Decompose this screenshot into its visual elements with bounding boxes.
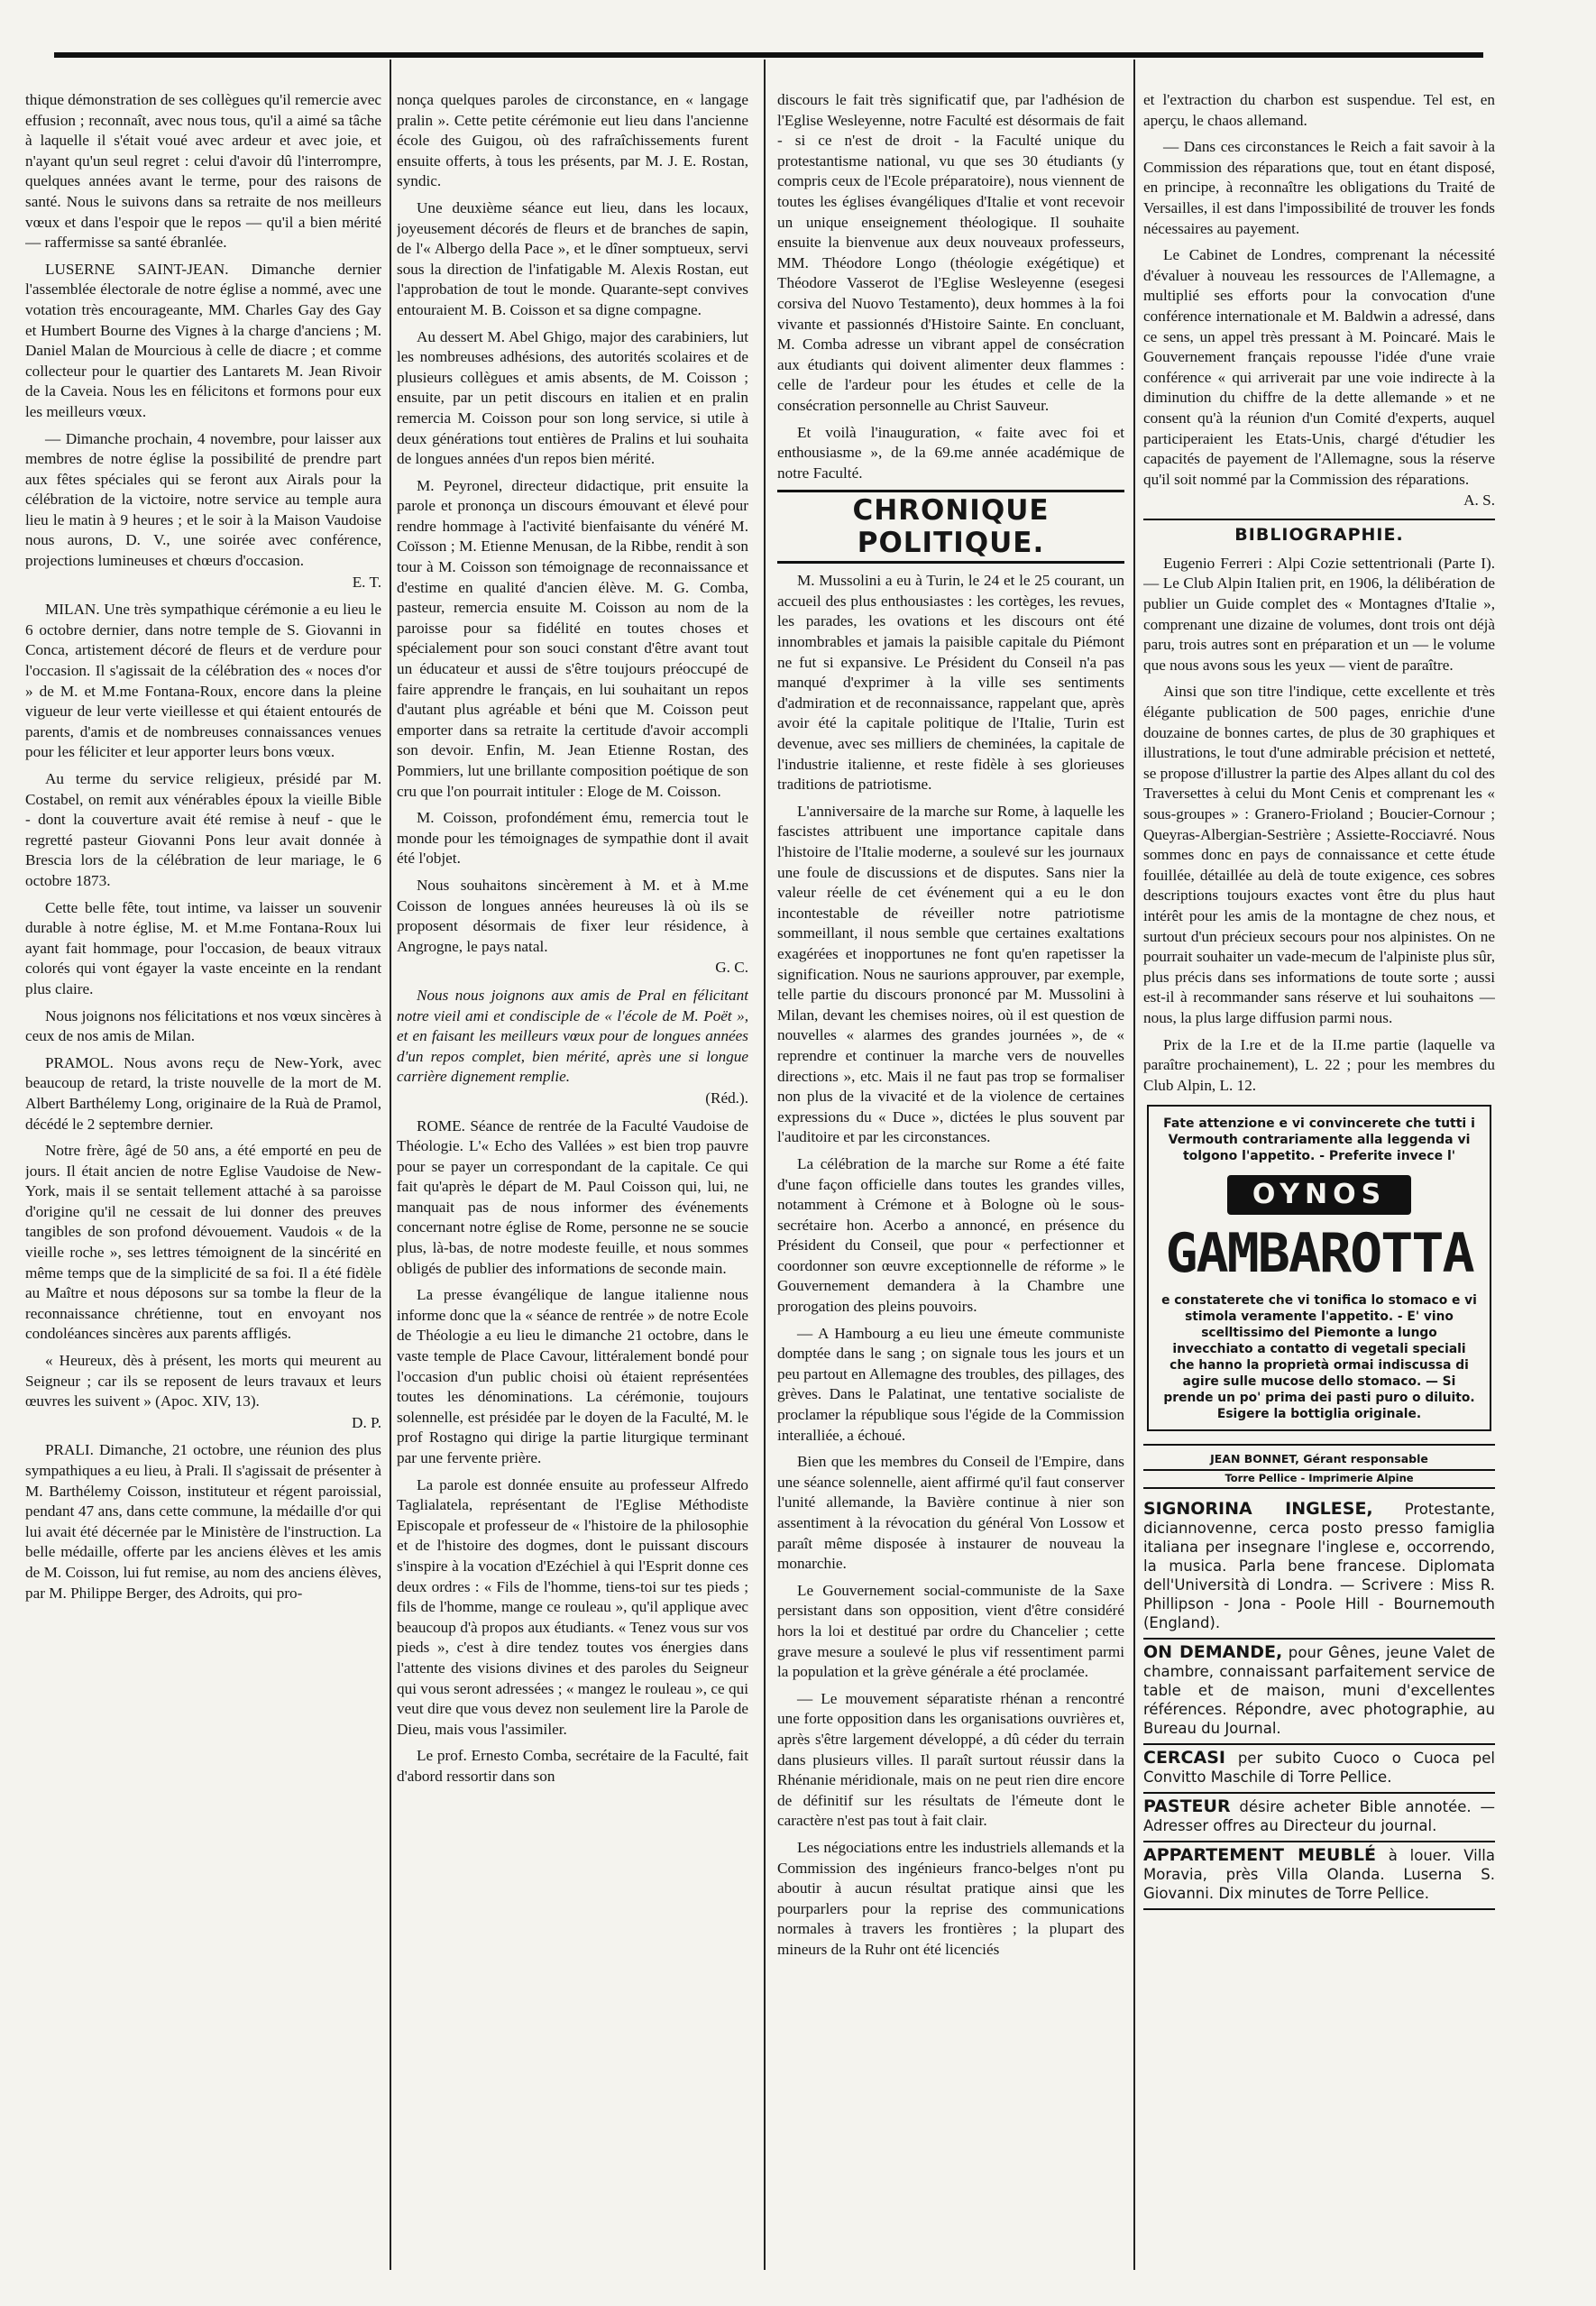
classified-head: ON DEMANDE, <box>1143 1642 1283 1663</box>
classified-head: APPARTEMENT MEUBLÉ <box>1143 1845 1376 1866</box>
top-rule <box>54 52 1483 58</box>
paragraph: — A Hambourg a eu lieu une émeute communiste domptée dans le sang ; on signale tous les jours et un peu partout en Allemagne des troubles, des pillages, des grèves. Dans le Palatinat, une tentative socialiste de proclamer la république sous l'égide de la Commission interalliée, a échoué. <box>777 1324 1124 1444</box>
signature: G. C. <box>715 959 748 977</box>
paragraph: Eugenio Ferreri : Alpi Cozie settentrionali (Parte I). — Le Club Alpin Italien prit, en 1906, la délibération de publier un Guide complet des « Montagnes d'Italie », comprenant une dizaine de volumes, dont trois ont déjà paru, trois autres sont en préparation et un — le volume que nous avons sous les yeux — vient de paraître. <box>1143 554 1495 674</box>
paragraph: « Heureux, dès à présent, les morts qui meurent au Seigneur ; car ils se reposent de leurs travaux et leurs œuvres les suivent » (Apoc. XIV, 13). <box>25 1352 381 1410</box>
redaction-note: Nous nous joignons aux amis de Pral en félicitant notre vieil ami et condisciple de « l'école de M. Poët », et en faisant les meilleurs vœux pour de longues années d'un repos complet, bien mérité, après une si longue carrière dignement remplie. <box>397 986 748 1086</box>
paragraph-rome: ROME. Séance de rentrée de la Faculté Vaudoise de Théologie. L'« Echo des Vallées » est bien trop pauvre pour se payer un correspondant de la capitale. Ce qui fait qu'après le départ de M. Paul Coisson qui, lui, ne manquait pas de nous informer des événements concernant notre église de Rome, personne ne se soucie plus, là-bas, de notre modeste feuille, et nous sommes obligés de publier des informations de seconde main. <box>397 1116 748 1277</box>
classified-body: per subito Cuoco o Cuoca pel Convitto Maschile di Torre Pellice. <box>1143 1750 1495 1787</box>
classified-head: PASTEUR <box>1143 1796 1231 1817</box>
ad-top-text: Fate attenzione e vi convincerete che tutti i Vermouth contrariamente alla leggenda vi tolgono l'appetito. - Preferite invece l' <box>1163 1116 1475 1164</box>
paragraph: La presse évangélique de langue italienne nous informe donc que la « séance de rentrée » de notre Ecole de Théologie a eu lieu le dimanche 21 octobre, dans le vaste temple de Place Cavour, littéralement bondé pour l'occasion d'un public choisi où étaient représentées toutes les dénominations. La cérémonie, toujours solennelle, est présidée par le doyen de la Faculté, M. le prof Rostagno qui dirige la partie liturgique terminant par une fervente prière. <box>397 1286 748 1466</box>
paragraph: La parole est donnée ensuite au professeur Alfredo Taglialatela, représentant de l'Eglise Méthodiste Episcopale et professeur de « l'histoire de la philosophie et de l'histoire des dogmes, dont le puissant discours s'inspire à la vocation d'Ezéchiel à qui l'Esprit donne ces deux ordres : « Fils de l'homme, tiens-toi sur tes pieds ; fils de l'homme, mange ce rouleau », qu'il applique avec beaucoup d'à propos aux étudiants. « Tenez vous sur vos pieds », c'est à dire tendez toutes vos énergies dans l'attente des visions divines et des paroles du Seigneur qui vous seront adressées ; « mangez le rouleau », ce qui veut dire que vous devez non seulement lire la Parole de Dieu, mais vous l'assimiler. <box>397 1475 748 1738</box>
paragraph: Cette belle fête, tout intime, va laisser un souvenir durable à notre église, M. et M.me Fontana-Roux lui ayant fait hommage, pour l'occasion, de beaux vitraux colorés qui vont égayer la vaste enceinte en la rendant plus claire. <box>25 898 381 997</box>
paragraph: Nous joignons nos félicitations et nos vœux sincères à ceux de nos amis de Milan. <box>25 1006 381 1045</box>
paragraph: La célébration de la marche sur Rome a été faite d'une façon officielle dans toutes les grandes villes, notamment à Crémone et à Bologne où le sous-secrétaire hon. Acerbo a annoncé, en présence du Président du Conseil, que pour « perfectionner et coordonner son œuvre exceptionnelle de réforme » le Gouvernement demandera à la Chambre une prorogation des pleins pouvoirs. <box>777 1154 1124 1316</box>
paragraph-milan: MILAN. Une très sympathique cérémonie a eu lieu le 6 octobre dernier, dans notre temple de S. Giovanni in Conca, artistement décoré de fleurs et de verdure pour l'occasion. Il s'agissait de la célébration des « noces d'or » de M. et M.me Fontana-Roux, encore dans la pleine vigueur de leur verte vieillesse et qui étaient entourés de parents, d'amis et de nombreuses connaissances venues pour les féliciter et leur apporter leurs bons vœux. <box>25 601 381 761</box>
paragraph: discours le fait très significatif que, par l'adhésion de l'Eglise Wesleyenne, notre Faculté est désormais de fait - si ce n'est de droit - la Faculté unique du protestantisme national, vu que ses 30 étudiants (y compris ceux de l'Ecole préparatoire), nous viennent de toutes les églises évangéliques d'Italie et vont recevoir un unique enseignement théologique. Il souhaite ensuite la bienvenue aux deux nouveaux professeurs, MM. Théodore Longo (théologie exégétique) et Théodore Vasserot de l'Eglise Wesleyenne (esegesi corsiva del Nuovo Testamento), deux hommes à la foi vivante et passionnés d'Histoire Sainte. En concluant, M. Comba adresse un vibrant appel de consécration aux étudiants qui doivent alimenter deux flammes : celle de l'ardeur pour les études et celle de la consécration personnelle au Christ Sauveur. <box>777 91 1124 414</box>
classified-body: Protestante, diciannovenne, cerca posto presso famiglia italiana per insegnare l'inglese e, occorrendo, la musica. Parla bene francese. Diplomata dell'Università di Londra. — Scrivere : Miss R. Phillipson - Jona - Poole Hill - Bournemouth (England). <box>1143 1501 1495 1632</box>
paragraph: M. Coisson, profondément ému, remercia tout le monde pour les témoignages de sympathie dont il avait été l'objet. <box>397 809 748 868</box>
section-heading-bibliographie: BIBLIOGRAPHIE. <box>1143 519 1495 547</box>
paragraph: Le Gouvernement social-communiste de la Saxe persistant dans son opposition, vient d'être considéré hors la loi et destitué par ordre du Chancelier ; cette grave mesure a soulevé le plus vif ressentiment parmi la population et la grève générale a été proclamée. <box>777 1581 1124 1681</box>
classified-body: désire acheter Bible annotée. — Adresser offres au Directeur du journal. <box>1143 1798 1495 1835</box>
paragraph: Ainsi que son titre l'indique, cette excellente et très élégante publication de 500 pages, enrichie d'une douzaine de bonnes cartes, de plus de 30 graphiques et illustrations, le tout d'une admirable précision et netteté, se propose d'illustrer la partie des Alpes allant du col des Traversettes à celui du Mont Cenis et comprenant les « sous-groupes » : Granero-Frioland ; Boucier-Cornour ; Queyras-Albergian-Sestrière ; Assiette-Rocciavré. Nous sommes donc en pays de connaissance et cette étude fouillée, détaillée au delà de toute exigence, ces sobres descriptions toujours exactes vont être du plus haut intérêt pour les amis de la montagne de chez nous, et surtout d'un précieux secours pour nos alpinistes. On ne pourrait souhaiter un vade-mecum de l'alpiniste plus sûr, plus précis dans ses informations de toute sorte ; aussi est-il à recommander sans réserve et lui souhaitons — nous, la plus large diffusion parmi nous. <box>1143 683 1495 1026</box>
paragraph: — Dans ces circonstances le Reich a fait savoir à la Commission des réparations que, tout en étant disposé, en principe, à reconnaître les obligations du Traité de Versailles, il est dans l'impossibilité de trouver les fonds nécessaires au payement. <box>1143 138 1495 237</box>
paragraph: M. Mussolini a eu à Turin, le 24 et le 25 courant, un accueil des plus enthousiastes : les cortèges, les revues, les parades, les ovations et les discours ont été innombrables et jamais la paisible capitale du Piémont ne fut si expansive. Le Président du Conseil n'a pas manqué d'exprimer à la ville ses sentiments d'admiration et de reconnaissance, rappelant que, après avoir été la capitale politique de l'Italie, Turin est devenue, avec ses milliers de cheminées, la capitale de l'industrie italienne, et reste fidèle à ses glorieuses traditions de patriotisme. <box>777 572 1124 794</box>
classified-head: CERCASI <box>1143 1748 1225 1769</box>
classified-ad <box>1143 1842 1495 1910</box>
paragraph: nonça quelques paroles de circonstance, en « langage pralin ». Cette petite cérémonie eut lieu dans l'ancienne école des Guigou, où des rafraîchissements furent ensuite offerts, à tous les présents, par M. J. E. Rostan, syndic. <box>397 91 748 190</box>
signature: A. S. <box>1463 492 1495 510</box>
classified-body: pour Gênes, jeune Valet de chambre, connaissant parfaitement service de table et de maison, muni d'excellentes références. Répondre, avec photographie, au Bureau du Journal. <box>1143 1644 1495 1738</box>
paragraph: et l'extraction du charbon est suspendue. Tel est, en aperçu, le chaos allemand. <box>1143 91 1495 129</box>
paragraph: — Le mouvement séparatiste rhénan a rencontré une forte opposition dans les organisations ouvrières et, après s'être largement développé, a dû céder du terrain dans plusieurs villes. Il paraît surtout réussir dans la Rhénanie méridionale, mais on ne peut rien dire encore de définitif sur les résultats de l'émeute dont le caractère n'est pas tout à fait clair. <box>777 1689 1124 1830</box>
ad-bottom-text: e constaterete che vi tonifica lo stomaco e vi stimola veramente l'appetito. - E' vino scelltissimo del Piemonte a lungo invecchiato a contatto di vegetali speciali che hanno la proprietà ormai indiscussa di agire sulle mucose dello stomaco. — Si prende un po' prima dei pasti puro o diluito. Esigere la bottiglia originale. <box>1161 1293 1477 1422</box>
classified-body: à louer. Villa Moravia, près Villa Olanda. Luserna S. Giovanni. Dix minutes de Torre Pellice. <box>1143 1847 1495 1903</box>
paragraph-prali: PRALI. Dimanche, 21 octobre, une réunion des plus sympathiques a eu lieu, à Prali. Il s'agissait de présenter à M. Barthélemy Coisson, instituteur et régent paroissial, pendant 47 ans, dans cette commune, la médaille d'or qui lui avait été décernée par le Ministère de l'instruction. La belle médaille, offerte par les anciens élèves et les amis de M. Coisson, lui fut remise, au nom des anciens élèves, par M. Philippe Berger, des Adroits, qui pro- <box>25 1441 381 1602</box>
ad-brand-name: GAMBAROTTA <box>1165 1222 1473 1286</box>
ad-oynos-label: OYNOS <box>1227 1175 1411 1215</box>
paragraph: Prix de la I.re et de la II.me partie (laquelle va paraître prochainement), L. 22 ; pour les membres du Club Alpin, L. 12. <box>1143 1035 1495 1094</box>
classified-ad <box>1143 1496 1495 1640</box>
paragraph: Bien que les membres du Conseil de l'Empire, dans une séance solennelle, aient affirmé qu'il faut conserver l'unité allemande, la Bavière continue à nier son assentiment à la révocation du général Von Lossow et paraît même disposée à instaurer de nouveau la monarchie. <box>777 1453 1124 1573</box>
paragraph: M. Peyronel, directeur didactique, prit ensuite la parole et prononça un discours émouvant et élevé pour rendre hommage à l'activité bienfaisante du vénéré M. Coïsson ; M. Etienne Menusan, de la Ribbe, rendit à son tour à M. Coisson son témoignage de reconnaissance et d'estime en qualité d'ancien élève. M. G. Comba, pasteur, remercia ensuite M. Coisson au nom de la paroisse pour sa fidélité en toutes choses et spécialement pour son souci constant d'être avant tout un éducateur et aussi de s'être toujours préoccupé de faire apprendre le français, en lui souhaitant un repos d'autant plus agréable et béni que M. Coisson peut emporter dans sa retraite la certitude d'avoir accompli son devoir. Enfin, M. Jean Etienne Rostan, des Pommiers, lut une brillante composition poétique de son cru que l'on pourrait intituler : Eloge de M. Coisson. <box>397 476 748 800</box>
paragraph: Notre frère, âgé de 50 ans, a été emporté en peu de jours. Il était ancien de notre Eglise Vaudoise de New-York, mais il se sentait tellement attaché à sa paroisse d'origine qu'il ne cessait de lui donner des preuves tangibles de son profond dévouement. Vaudois « de la vieille roche », ses lettres témoignent de la sincérité en même temps que de la simplicité de sa foi. Il a été fidèle au Maître et nous déposons sur sa tombe la fleur de la reconnaissance chrétienne, tout en envoyant nos condoléances sincères aux parents affligés. <box>25 1142 381 1343</box>
column-1 <box>25 90 381 2270</box>
imprimerie-line: Torre Pellice - Imprimerie Alpine <box>1143 1471 1495 1489</box>
column-divider <box>1133 60 1135 2270</box>
column-divider <box>764 60 766 2270</box>
paragraph: Nous souhaitons sincèrement à M. et à M.me Coisson de longues années heureuses là où ils se proposent désormais de fixer leur résidence, à Angrogne, le pays natal. <box>397 876 748 955</box>
signature: (Réd.). <box>705 1089 748 1107</box>
paragraph: Et voilà l'inauguration, « faite avec foi et enthousiasme », de la 69.me année académique de notre Faculté. <box>777 423 1124 482</box>
paragraph: — Dimanche prochain, 4 novembre, pour laisser aux membres de notre église la possibilité de prendre part aux fêtes spéciales qui se feront aux Airals pour la célébration de la victoire, notre service au temple aura lieu le matin à 9 heures ; et le soir à la Maison Vaudoise nous aurons, D. V., une soirée avec conférence, projections lumineuses et chœurs d'occasion. <box>25 429 381 570</box>
signature: D. P. <box>352 1413 381 1431</box>
paragraph: Le Cabinet de Londres, comprenant la nécessité d'évaluer à nouveau les ressources de l'Allemagne, a multiplié ses efforts pour la convocation d'une conférence internationale et M. Baldwin a adressé, dans ce sens, un appel très pressant à M. Poincaré. Mais le Gouvernement français repousse l'idée d'une vraie conférence « qui arriverait par une voie indirecte à la diminution du chiffre de la dette allemande » et ne consent qu'à la réunion d'un Comité d'experts, auquel participeraient les Etats-Unis, chargé d'étudier les capacités de payement de l'Allemagne, sous la réserve qu'il soit nommé par la Commission des réparations. <box>1143 246 1495 488</box>
paragraph: Les négociations entre les industriels allemands et la Commission des ingénieurs franco-belges n'ont pu aboutir à aucun résultat pratique ainsi que les pourparlers pour la reprise des communications normales à travers les frontières ; la plupart des mineurs de la Ruhr ont été licenciés <box>777 1838 1124 1958</box>
gambarotta-advertisement <box>1147 1105 1491 1431</box>
classified-ad <box>1143 1794 1495 1842</box>
paragraph: L'anniversaire de la marche sur Rome, à laquelle les fascistes attribuent une importance capitale dans l'histoire de l'Italie moderne, a soulevé sur les journaux une foule de discussions et de disputes. Sans nier la valeur réelle de cet événement qui a eu le don incontestable de réveiller notre patriotisme sommeillant, il nous semble que certaines exaltations exagérées et inopportunes ne font qu'en rapetisser la signification. Nous ne saurions approuver, par exemple, telle partie du discours prononcé par M. Mussolini à Milan, devant les chemises noires, où il est question de nouvelles « alarmes des grandes journées », de « reprendre et continuer la marche vers de nouvelles directions », etc. Mais il ne faut pas trop se formaliser non plus de la vivacité et de la violence de certaines expressions du « Duce », dictées le plus souvent par l'auditoire et par les circonstances. <box>777 802 1124 1146</box>
paragraph-pramol: PRAMOL. Nous avons reçu de New-York, avec beaucoup de retard, la triste nouvelle de la mort de M. Albert Barthélemy Long, originaire de la Ruà de Pramol, décédé le 2 septembre dernier. <box>25 1053 381 1133</box>
paragraph: Au terme du service religieux, présidé par M. Costabel, on remit aux vénérables époux la vieille Bible - dont la couverture avait été remise à neuf - que le regretté pasteur Giovanni Pons leur avait donnée à Brescia lors de la célébration de leur mariage, le 6 octobre 1873. <box>25 770 381 889</box>
column-2 <box>397 90 748 2270</box>
paragraph: Une deuxième séance eut lieu, dans les locaux, joyeusement décorés de fleurs et de branches de sapin, de l'« Albergo della Pace », et le dîner somptueux, servi sous la direction de l'infatigable M. Alexis Rostan, eut l'approbation de tout le monde. Quarante-sept convives entouraient M. B. Coisson et sa digne compagne. <box>397 198 748 318</box>
column-3 <box>777 90 1124 2270</box>
classified-ad <box>1143 1745 1495 1794</box>
section-heading-chronique: CHRONIQUE POLITIQUE. <box>777 490 1124 564</box>
classified-ad <box>1143 1640 1495 1745</box>
paragraph: thique démonstration de ses collègues qu'il remercie avec effusion ; reconnaît, avec nous tous, qu'il a aimé sa tâche à laquelle il s'était voué avec ardeur et avec joie, et n'ayant qu'un seul regret : celui d'avoir dû l'interrompre, quelques années avant le terme, pour des raisons de santé. Nous le suivons dans sa retraite de nos meilleurs vœux et dans l'espoir que le repos — qu'il a bien mérité — raffermisse sa santé ébranlée. <box>25 91 381 252</box>
signature: E. T. <box>352 573 381 591</box>
gerant-line: JEAN BONNET, Gérant responsable <box>1143 1444 1495 1471</box>
paragraph-luserne: LUSERNE SAINT-JEAN. Dimanche dernier l'assemblée électorale de notre église a nommé, avec une votation très encourageante, MM. Charles Gay des Gay et Humbert Bourne des Vignes à la charge d'anciens ; M. Daniel Malan de Mourcious à celle de diacre ; et comme collecteur pour le quartier des Lantarets M. Jean Rivoir de la Caveia. Nous les en félicitons et formons pour eux les meilleurs vœux. <box>25 260 381 420</box>
classified-head: SIGNORINA INGLESE, <box>1143 1499 1373 1520</box>
column-4 <box>1143 90 1495 2270</box>
paragraph: Au dessert M. Abel Ghigo, major des carabiniers, lut les nombreuses adhésions, des autorités scolaires et de plusieurs collègues et amis absents, de M. Coisson ; ensuite, par un petit discours en italien et en pralin remercia M. Coisson pour son long service, si utile à deux générations tout entières de Pralins et lui souhaita de longues années d'un repos bien mérité. <box>397 327 748 468</box>
column-divider <box>390 60 391 2270</box>
paragraph: Le prof. Ernesto Comba, secrétaire de la Faculté, fait d'abord ressortir dans son <box>397 1747 748 1785</box>
